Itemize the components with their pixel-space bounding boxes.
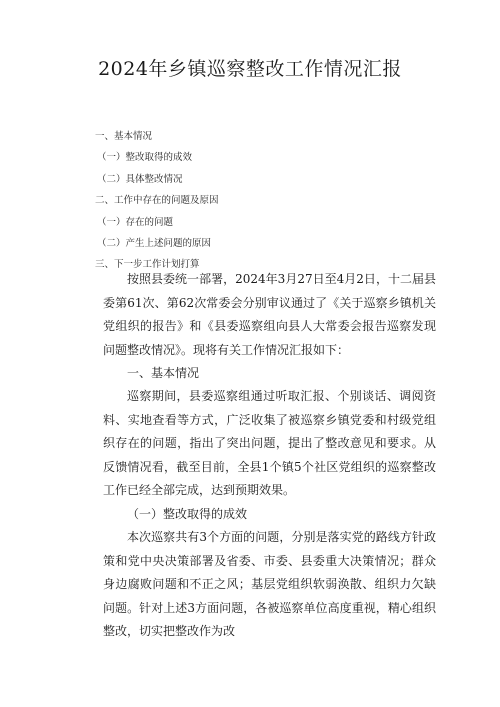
toc-item: 二、工作中存在的问题及原因 xyxy=(95,195,219,207)
toc-item: （二）产生上述问题的原因 xyxy=(97,238,212,250)
toc-item: 三、下一步工作计划打算 xyxy=(95,259,200,271)
document-title: 2024年乡镇巡察整改工作情况汇报 xyxy=(98,58,402,80)
intro-paragraph: 按照县委统一部署，2024年3月27日至4月2日，十二届县委第61次、第62次常委会分别审议通过了《关于巡察乡镇机关党组织的报告》和《县委巡察组向县人大常委会报告巡察发现问题整改情况》。现将有关工作情况汇报如下： xyxy=(103,272,436,357)
subsection-heading-results: （一）整改取得的成效 xyxy=(127,507,248,521)
basic-situation-paragraph: 巡察期间，县委巡察组通过听取汇报、个别谈话、调阅资料、实地查看等方式，广泛收集了被巡察乡镇党委和村级党组织存在的问题，指出了突出问题，提出了整改意见和要求。从反馈情况看，截至目前，全县1个镇5个社区党组织的巡察整改工作已经全部完成，达到预期效果。 xyxy=(103,389,436,497)
toc-item: （一）存在的问题 xyxy=(97,216,174,228)
toc-item: 一、基本情况 xyxy=(95,131,153,142)
toc-item: （二）具体整改情况 xyxy=(97,173,183,185)
table-of-contents xyxy=(95,126,219,276)
section-heading-basic: 一、基本情况 xyxy=(127,366,200,380)
toc-item: （一）整改取得的成效 xyxy=(97,152,193,164)
results-paragraph: 本次巡察共有3个方面的问题，分别是落实党的路线方针政策和党中央决策部署及省委、市委、县委重大决策情况；群众身边腐败问题和不正之风；基层党组织软弱涣散、组织力欠缺问题。针对上述3方面问题，各被巡察单位高度重视，精心组织整改，切实把整改作为改 xyxy=(103,530,436,638)
